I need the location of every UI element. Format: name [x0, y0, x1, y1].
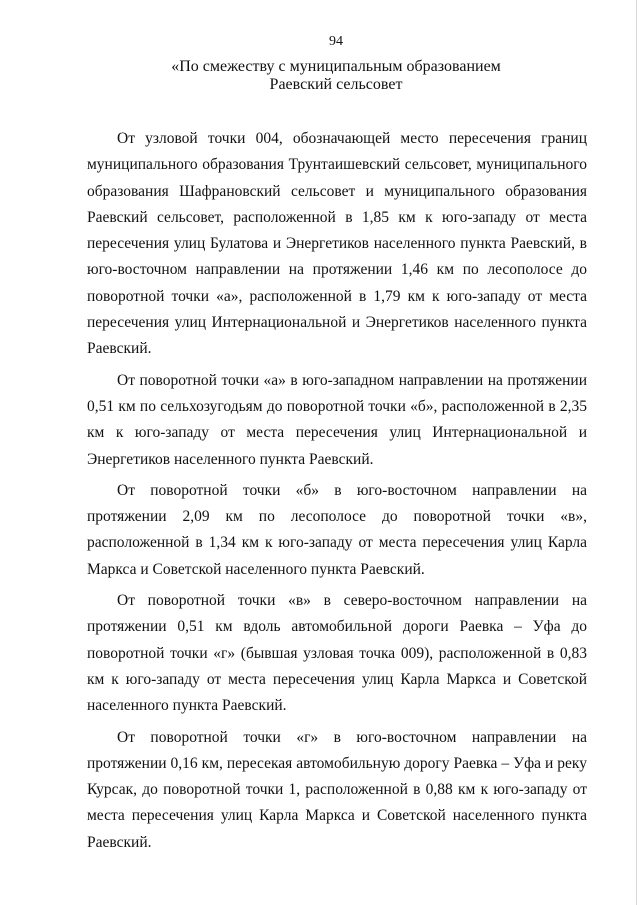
paragraph-3: От поворотной точки «б» в юго-восточном направлении на протяжении 2,09 км по лесополосе до поворотной точки «в», расположенной в 1,34 км к юго-западу от места пересечения улиц Карла Маркса и Советской населенного пункта Раевский.: [87, 481, 587, 578]
page-number: 94: [329, 34, 343, 49]
paragraph-4: От поворотной точки «в» в северо-восточном направлении на протяжении 0,51 км вдоль автомобильной дороги Раевка – Уфа до поворотной точки «г» (бывшая узловая точка 009), расположенной в 0,83 км к юго-западу от места пересечения улиц Карла Маркса и Советской населенного пункта Раевский.: [87, 592, 587, 715]
document-title: [0, 58, 640, 94]
paragraph-1: От узловой точки 004, обозначающей место пересечения границ муниципального образования Трунтаишевский сельсовет, муниципального образования Шафрановский сельсовет и муниципального образования Раевский сельсовет, расположенной в 1,85 км к юго-западу от места пересечения улиц Булатова и Энергетиков населенного пункта Раевский, в юго-восточном направлении на протяжении 1,46 км по лесополосе до поворотной точки «а», расположенной в 1,79 км к юго-западу от места пересечения улиц Интернациональной и Энергетиков населенного пункта Раевский.: [87, 130, 587, 358]
title-line-1: «По смежеству с муниципальным образованием: [171, 58, 501, 75]
paragraph-5: От поворотной точки «г» в юго-восточном направлении на протяжении 0,16 км, пересекая автомобильную дорогу Раевка – Уфа и реку Курсак, до поворотной точки 1, расположенной в 0,88 км к юго-западу от места пересечения улиц Карла Маркса и Советской населенного пункта Раевский.: [87, 728, 587, 851]
paragraph-2: От поворотной точки «а» в юго-западном направлении на протяжении 0,51 км по сельхозугодьям до поворотной точки «б», расположенной в 2,35 км к юго-западу от места пересечения улиц Интернациональной и Энергетиков населенного пункта Раевский.: [87, 371, 587, 468]
page-edge-divider: [636, 0, 637, 905]
title-line-2: Раевский сельсовет: [269, 76, 403, 93]
document-body: [87, 126, 587, 861]
